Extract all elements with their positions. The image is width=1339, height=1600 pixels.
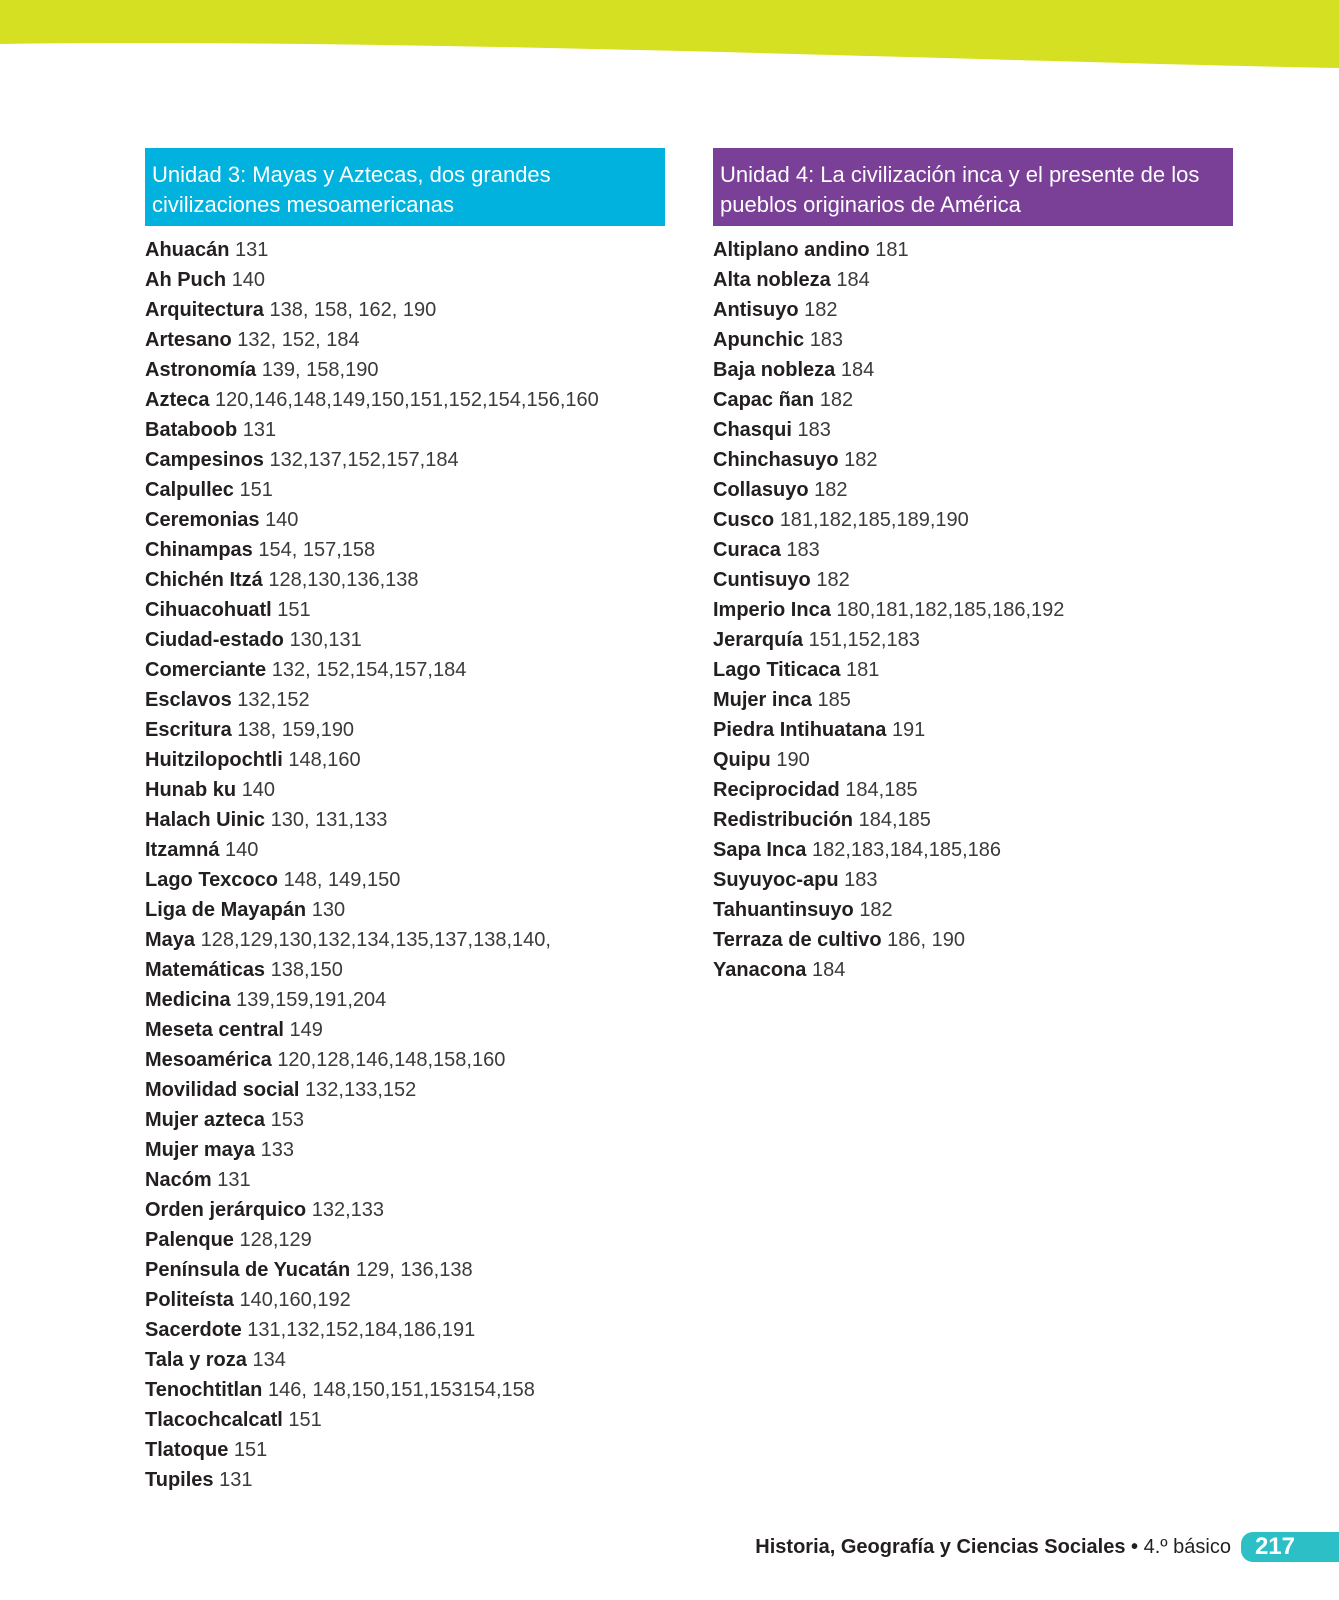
index-term: Azteca (145, 389, 210, 411)
index-pages: 128,129 (239, 1229, 312, 1251)
index-pages: 182 (816, 569, 850, 591)
index-entry (145, 985, 665, 1015)
index-pages: 184,185 (858, 809, 931, 831)
index-entry (713, 595, 1233, 625)
index-pages: 182 (859, 899, 893, 921)
index-term: Chinampas (145, 539, 253, 561)
index-entry (145, 325, 665, 355)
index-pages: 130, 131,133 (270, 809, 388, 831)
index-term: Ceremonias (145, 509, 260, 531)
index-entry (145, 1105, 665, 1135)
index-term: Medicina (145, 989, 231, 1011)
index-entry (713, 865, 1233, 895)
index-pages: 151 (288, 1409, 322, 1431)
unit-3-header (145, 148, 665, 226)
index-term: Quipu (713, 749, 771, 771)
index-entry (713, 505, 1233, 535)
index-entry (145, 1135, 665, 1165)
index-term: Jerarquía (713, 629, 804, 651)
index-pages: 131 (242, 419, 277, 441)
index-pages: 181 (846, 659, 880, 681)
index-pages: 140 (225, 839, 259, 861)
index-pages: 128,130,136,138 (268, 569, 419, 591)
index-pages: 130,131 (289, 629, 362, 651)
index-term: Tlacochcalcatl (145, 1409, 283, 1431)
index-pages: 181 (875, 239, 909, 261)
index-entry (145, 235, 665, 265)
index-entry (145, 775, 665, 805)
index-entry (713, 565, 1233, 595)
index-entry (145, 1015, 665, 1045)
index-pages: 184 (836, 269, 870, 291)
index-entry (145, 1345, 665, 1375)
index-term: Ahuacán (145, 239, 230, 261)
index-pages: 184,185 (845, 779, 918, 801)
index-entry (145, 1315, 665, 1345)
index-term: Politeísta (145, 1289, 234, 1311)
index-entry (145, 535, 665, 565)
index-entry (713, 625, 1233, 655)
index-entry (713, 745, 1233, 775)
unit-3-index-list (145, 235, 665, 1495)
index-term: Suyuyoc-apu (713, 869, 839, 891)
index-entry (145, 1465, 665, 1495)
index-entry (713, 685, 1233, 715)
unit-4-title-line-2: pueblos originarios de América (720, 192, 1021, 217)
index-entry (713, 955, 1233, 985)
index-pages: 182 (814, 479, 848, 501)
index-pages: 185 (817, 689, 851, 711)
index-pages: 140 (241, 779, 276, 801)
unit-3-column (145, 148, 665, 1495)
index-pages: 131 (235, 239, 269, 261)
unit-4-index-list (713, 235, 1233, 985)
index-term: Tlatoque (145, 1439, 229, 1461)
index-entry (145, 1255, 665, 1285)
index-entry (713, 385, 1233, 415)
index-entry (145, 745, 665, 775)
index-term: Tenochtitlan (145, 1379, 263, 1401)
index-entry (713, 235, 1233, 265)
index-pages: 132, 152,154,157,184 (271, 659, 467, 681)
index-term: Halach Uinic (145, 809, 266, 831)
index-entry (145, 1405, 665, 1435)
index-term: Mujer inca (713, 689, 812, 711)
index-term: Movilidad social (145, 1079, 300, 1101)
index-entry (145, 1195, 665, 1225)
index-pages: 140 (231, 269, 266, 291)
index-pages: 129, 136,138 (355, 1259, 473, 1281)
index-pages: 132, 152, 184 (237, 329, 360, 351)
index-entry (713, 265, 1233, 295)
index-term: Sacerdote (145, 1319, 242, 1341)
index-pages: 184 (840, 359, 875, 381)
index-pages: 182 (819, 389, 854, 411)
index-entry (145, 955, 665, 985)
index-pages: 134 (252, 1349, 286, 1371)
index-pages: 151 (233, 1439, 268, 1461)
index-term: Palenque (145, 1229, 234, 1251)
index-entry (145, 415, 665, 445)
index-term: Cihuacohuatl (145, 599, 272, 621)
index-pages: 131,132,152,184,186,191 (247, 1319, 476, 1341)
index-term: Tala y roza (145, 1349, 247, 1371)
index-term: Itzamná (145, 839, 220, 861)
index-term: Escritura (145, 719, 232, 741)
index-term: Chichén Itzá (145, 569, 263, 591)
index-term: Comerciante (145, 659, 267, 681)
index-term: Piedra Intihuatana (713, 719, 887, 741)
index-term: Nacóm (145, 1169, 212, 1191)
index-entry (145, 1045, 665, 1075)
index-term: Matemáticas (145, 959, 266, 981)
index-entry (145, 655, 665, 685)
index-term: Chasqui (713, 419, 792, 441)
unit-3-title-line-2: civilizaciones mesoamericanas (152, 192, 455, 217)
index-pages: 139, 158,190 (261, 359, 379, 381)
index-term: Baja nobleza (713, 359, 836, 381)
index-entry (145, 805, 665, 835)
index-pages: 132,152 (237, 689, 310, 711)
index-term: Mujer maya (145, 1139, 256, 1161)
page-number-badge: 217 (1241, 1532, 1339, 1562)
index-entry (145, 475, 665, 505)
index-pages: 191 (891, 719, 926, 741)
index-entry (713, 655, 1233, 685)
index-entry (145, 895, 665, 925)
index-term: Península de Yucatán (145, 1259, 351, 1281)
index-pages: 151 (277, 599, 311, 621)
page-footer (755, 1531, 1339, 1563)
index-pages: 148, 149,150 (283, 869, 401, 891)
index-pages: 133 (260, 1139, 294, 1161)
index-entry (145, 1225, 665, 1255)
index-pages: 184 (811, 959, 846, 981)
index-entry (145, 625, 665, 655)
index-term: Capac ñan (713, 389, 815, 411)
index-pages: 183 (809, 329, 844, 351)
index-entry (145, 715, 665, 745)
index-pages: 183 (797, 419, 831, 441)
index-term: Astronomía (145, 359, 257, 381)
index-pages: 182 (804, 299, 838, 321)
index-term: Huitzilopochtli (145, 749, 283, 771)
index-entry (713, 895, 1233, 925)
index-term: Redistribución (713, 809, 854, 831)
index-entry (145, 1435, 665, 1465)
index-term: Sapa Inca (713, 839, 807, 861)
index-term: Tahuantinsuyo (713, 899, 854, 921)
index-entry (713, 925, 1233, 955)
index-term: Ah Puch (145, 269, 227, 291)
index-pages: 149 (289, 1019, 323, 1041)
index-pages: 181,182,185,189,190 (779, 509, 969, 531)
index-pages: 139,159,191,204 (236, 989, 387, 1011)
index-term: Artesano (145, 329, 232, 351)
index-entry (713, 355, 1233, 385)
index-entry (145, 355, 665, 385)
index-pages: 138, 159,190 (237, 719, 355, 741)
footer-text (755, 1536, 1231, 1559)
index-term: Ciudad-estado (145, 629, 284, 651)
index-entry (145, 595, 665, 625)
index-pages: 140 (265, 509, 299, 531)
index-term: Calpullec (145, 479, 234, 501)
index-entry (713, 475, 1233, 505)
index-entry (145, 505, 665, 535)
index-pages: 182 (844, 449, 878, 471)
index-term: Apunchic (713, 329, 805, 351)
index-term: Antisuyo (713, 299, 799, 321)
unit-4-title-line-1: Unidad 4: La civilización inca y el presente de los (720, 162, 1200, 187)
index-entry (145, 445, 665, 475)
index-term: Campesinos (145, 449, 264, 471)
index-term: Mesoamérica (145, 1049, 272, 1071)
index-pages: 180,181,182,185,186,192 (836, 599, 1065, 621)
index-pages: 183 (786, 539, 820, 561)
index-pages: 138,150 (270, 959, 343, 981)
index-term: Yanacona (713, 959, 807, 981)
index-pages: 132,137,152,157,184 (269, 449, 459, 471)
index-term: Meseta central (145, 1019, 284, 1041)
index-entry (145, 1375, 665, 1405)
index-pages: 120,128,146,148,158,160 (277, 1049, 506, 1071)
index-entry (145, 1075, 665, 1105)
index-entry (145, 295, 665, 325)
index-term: Alta nobleza (713, 269, 831, 291)
index-entry (145, 565, 665, 595)
index-pages: 146, 148,150,151,153154,158 (267, 1379, 535, 1401)
index-pages: 190 (776, 749, 810, 771)
index-entry (713, 415, 1233, 445)
index-term: Collasuyo (713, 479, 809, 501)
index-entry (145, 685, 665, 715)
index-term: Lago Titicaca (713, 659, 841, 681)
index-term: Lago Texcoco (145, 869, 278, 891)
index-entry (713, 445, 1233, 475)
index-entry (145, 385, 665, 415)
index-term: Terraza de cultivo (713, 929, 882, 951)
index-term: Bataboob (145, 419, 238, 441)
unit-4-column (713, 148, 1233, 985)
index-entry (713, 325, 1233, 355)
index-pages: 128,129,130,132,134,135,137,138,140, (200, 929, 551, 951)
footer-separator: • (1131, 1535, 1139, 1558)
index-pages: 140,160,192 (239, 1289, 351, 1311)
index-pages: 151 (239, 479, 273, 501)
index-entry (713, 535, 1233, 565)
index-pages: 131 (219, 1469, 253, 1491)
top-decorative-band (0, 0, 1339, 80)
index-entry (713, 805, 1233, 835)
index-entry (713, 295, 1233, 325)
index-term: Esclavos (145, 689, 232, 711)
index-pages: 131 (217, 1169, 251, 1191)
index-pages: 148,160 (288, 749, 361, 771)
index-term: Imperio Inca (713, 599, 831, 621)
unit-3-title-line-1: Unidad 3: Mayas y Aztecas, dos grandes (152, 162, 551, 187)
index-pages: 153 (270, 1109, 304, 1131)
index-term: Altiplano andino (713, 239, 870, 261)
index-term: Maya (145, 929, 196, 951)
index-term: Mujer azteca (145, 1109, 266, 1131)
index-pages: 183 (844, 869, 878, 891)
footer-grade: 4.º básico (1143, 1535, 1231, 1558)
index-pages: 132,133 (311, 1199, 385, 1221)
index-pages: 182,183,184,185,186 (811, 839, 1002, 861)
index-entry (145, 865, 665, 895)
index-term: Liga de Mayapán (145, 899, 307, 921)
unit-4-header (713, 148, 1233, 226)
index-term: Tupiles (145, 1469, 214, 1491)
index-term: Chinchasuyo (713, 449, 839, 471)
index-entry (145, 1285, 665, 1315)
index-pages: 120,146,148,149,150,151,152,154,156,160 (215, 389, 599, 411)
index-term: Hunab ku (145, 779, 237, 801)
index-pages: 130 (311, 899, 346, 921)
index-entry (145, 835, 665, 865)
index-pages: 186, 190 (887, 929, 965, 951)
index-entry (145, 925, 665, 955)
index-term: Arquitectura (145, 299, 264, 321)
index-pages: 138, 158, 162, 190 (269, 299, 437, 321)
index-term: Orden jerárquico (145, 1199, 307, 1221)
index-entry (713, 835, 1233, 865)
index-pages: 132,133,152 (305, 1079, 417, 1101)
index-entry (713, 715, 1233, 745)
index-term: Cusco (713, 509, 775, 531)
index-pages: 154, 157,158 (258, 539, 376, 561)
index-term: Reciprocidad (713, 779, 840, 801)
index-entry (145, 265, 665, 295)
index-term: Cuntisuyo (713, 569, 811, 591)
index-term: Curaca (713, 539, 781, 561)
index-entry (713, 775, 1233, 805)
footer-subject: Historia, Geografía y Ciencias Sociales (755, 1535, 1126, 1558)
index-entry (145, 1165, 665, 1195)
index-pages: 151,152,183 (808, 629, 920, 651)
